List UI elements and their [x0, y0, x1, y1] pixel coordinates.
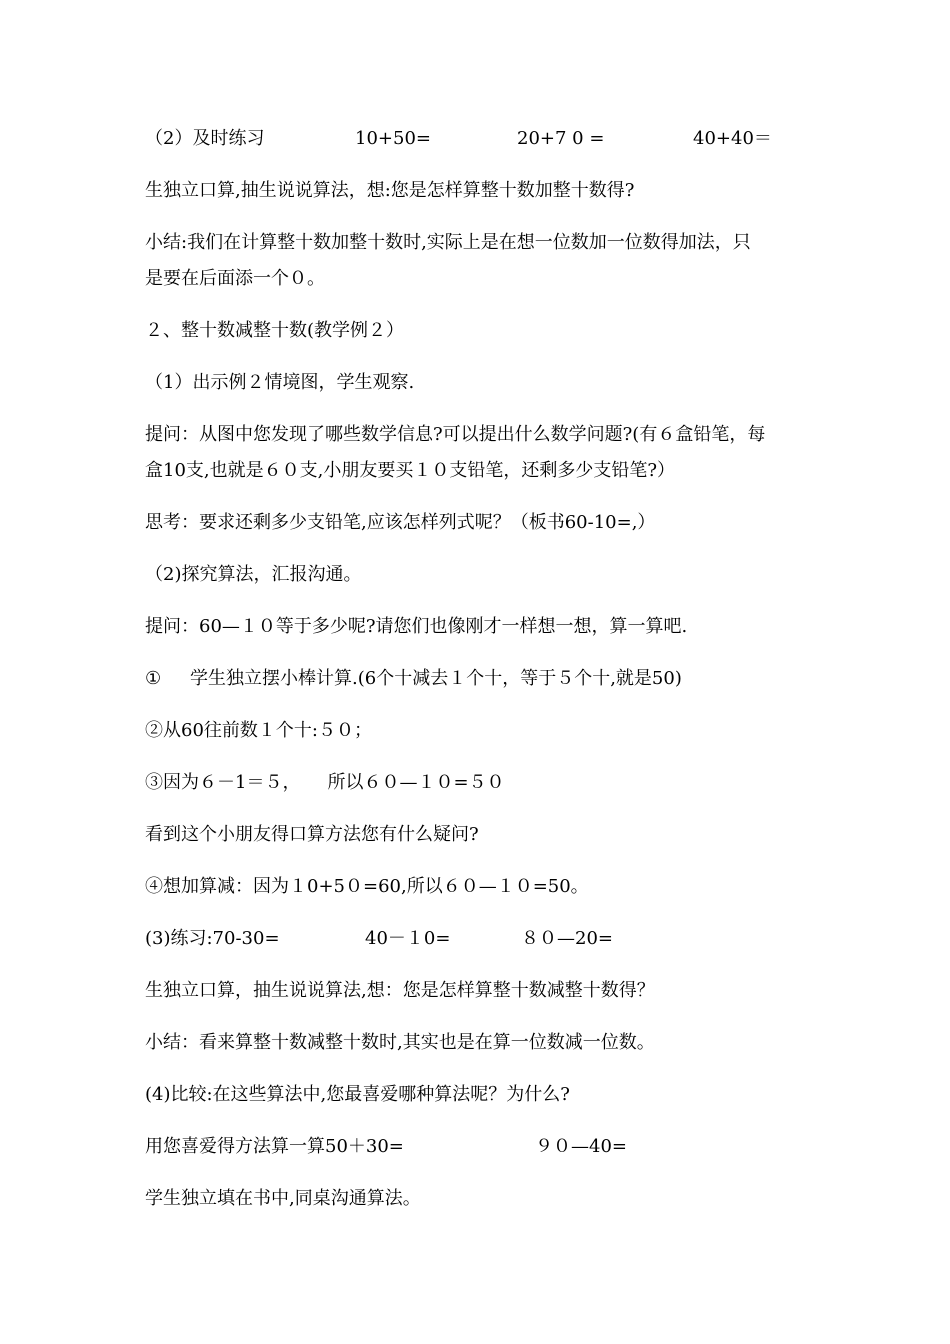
practice-problem-1: 10+50=: [355, 128, 431, 149]
summary-line-2: 是要在后面添一个０。: [145, 268, 325, 289]
summary-line-1: 小结:我们在计算整十数加整十数时,实际上是在想一位数加一位数得加法，只: [145, 232, 751, 253]
practice-problem-3: 40+40＝: [693, 128, 772, 149]
paragraph: 提问：60—１０等于多少呢?请您们也像刚才一样想一想，算一算吧.: [145, 616, 688, 637]
compare-problem-1: 用您喜爱得方法算一算50＋30=: [145, 1136, 404, 1157]
exercise-problem-3: ８０—20=: [521, 928, 613, 949]
exercise-problem-2: 40－１0=: [365, 928, 451, 949]
list-item: ②从60往前数１个十:５０；: [145, 720, 372, 741]
exercise-problem-1: (3)练习:70-30=: [145, 928, 280, 949]
list-item: ④想加算减：因为１0+5０=60,所以６０—１０=50。: [145, 876, 589, 897]
practice-label: （2）及时练习: [145, 128, 265, 149]
practice-problem-2: 20+7 0 =: [517, 128, 605, 149]
paragraph: 思考：要求还剩多少支铅笔,应该怎样列式呢？（板书60-10=,）: [145, 512, 656, 533]
paragraph: 学生独立填在书中,同桌沟通算法。: [145, 1188, 421, 1209]
paragraph: （2)探究算法，汇报沟通。: [145, 564, 362, 585]
compare-problem-2: ９０—40=: [535, 1136, 627, 1157]
paragraph: 看到这个小朋友得口算方法您有什么疑问?: [145, 824, 479, 845]
list-item: 学生独立摆小棒计算.(6个十减去１个十，等于５个十,就是50): [190, 668, 682, 689]
paragraph: （1）出示例２情境图，学生观察.: [145, 372, 415, 393]
list-marker: ①: [145, 668, 162, 689]
list-item: ③因为６－1＝５， 所以６０—１０=５０: [145, 772, 505, 793]
paragraph: 生独立口算,抽生说说算法，想:您是怎样算整十数加整十数得?: [145, 180, 635, 201]
question-line-2: 盒10支,也就是６０支,小朋友要买１０支铅笔，还剩多少支铅笔?）: [145, 460, 675, 481]
paragraph: 生独立口算，抽生说说算法,想：您是怎样算整十数减整十数得？: [145, 980, 655, 1001]
section-heading: ２、整十数减整十数(教学例２）: [145, 320, 405, 341]
question-line-1: 提问：从图中您发现了哪些数学信息?可以提出什么数学问题?(有６盒铅笔，每: [145, 424, 766, 445]
paragraph: (4)比较:在这些算法中,您最喜爱哪种算法呢？为什么?: [145, 1084, 570, 1105]
paragraph: 小结：看来算整十数减整十数时,其实也是在算一位数减一位数。: [145, 1032, 655, 1053]
